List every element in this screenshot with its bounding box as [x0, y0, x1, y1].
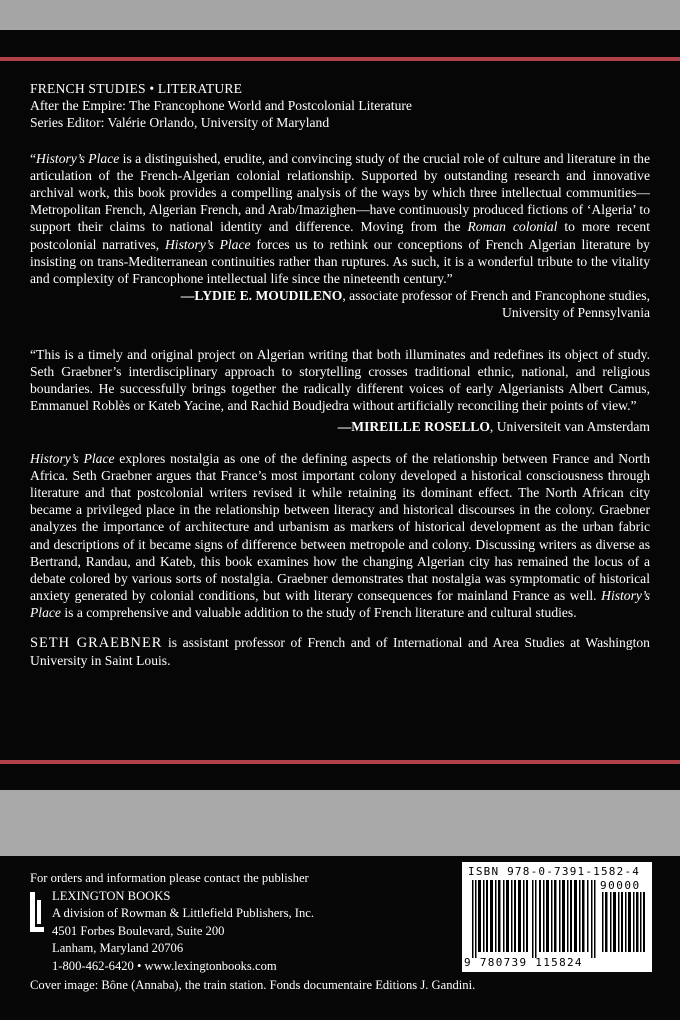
roman-colonial-italic: Roman colonial: [467, 219, 558, 235]
isbn-barcode: [462, 862, 652, 972]
blurb-text: forces us to rethink our conceptions of French Algerian literature by insisting on trans-Mediterranean continuities rather than ruptures. As such, it is a wonderful tribute to the vitality and complexity of Francophone intellectual life since the nineteenth century.”: [30, 236, 650, 287]
book-title-italic: History’s Place: [30, 588, 650, 621]
author-bio: [30, 634, 650, 669]
publisher-contact: [30, 870, 314, 975]
cover-image-credit: Cover image: Bône (Annaba), the train station. Fonds documentaire Editions J. Gandini.: [30, 978, 476, 992]
attribution-name: —LYDIE E. MOUDILENO: [180, 288, 343, 304]
barcode-bars-icon: [472, 880, 596, 958]
quote-mark: “: [30, 150, 37, 166]
series-info: [30, 80, 650, 132]
price-barcode-bars-icon: [602, 892, 646, 952]
series-category: FRENCH STUDIES • LITERATURE: [30, 81, 243, 96]
series-title: After the Empire: The Francophone World and Postcolonial Literature: [30, 98, 412, 114]
price-code: 90000: [600, 879, 641, 892]
isbn-number: ISBN 978-0-7391-1582-4: [468, 865, 641, 878]
back-cover-text: [30, 80, 650, 669]
author-name: SETH GRAEBNER: [30, 634, 163, 651]
orders-line: For orders and information please contact the publisher: [30, 871, 309, 885]
blurb-text: is a distinguished, erudite, and convincing study of the crucial role of culture and literature in the articulation of the French-Algerian colonial relationship. Supported by outstanding research and innovative archival work, this book provides a compelling analysis of the ways by which three intellectual communities—Metropolitan French, Algerian French, and Arab/Imazighen—have continuously produced fictions of ‘Algeria’ to support their claims to national identity and difference. Moving from the: [30, 150, 650, 235]
top-gray-strip: [0, 0, 680, 30]
book-title-italic: History’s Place: [36, 150, 120, 166]
publisher-name: LEXINGTON BOOKS: [52, 888, 171, 903]
blurb-moudileno: [30, 150, 650, 288]
publisher-contact-line: 1-800-462-6420 • www.lexingtonbooks.com: [52, 958, 277, 973]
attribution-rosello: [30, 418, 650, 435]
attribution-affiliation: University of Pennsylvania: [502, 305, 650, 321]
publisher-block: [30, 888, 314, 976]
series-editor: Series Editor: Valérie Orlando, University of Maryland: [30, 115, 330, 131]
middle-gray-strip: [0, 790, 680, 856]
attribution-affiliation: , Universiteit van Amsterdam: [489, 419, 650, 435]
publisher-division: A division of Rowman & Littlefield Publishers, Inc.: [52, 906, 314, 920]
attribution-role: , associate professor of French and Francophone studies,: [342, 288, 650, 304]
description-text: explores nostalgia as one of the defining aspects of the relationship between France and North Africa. Seth Graebner argues that France’s most important colony developed a historical consciousness through literature and that postcolonial writers revised it while retaining its dominant effect. The North African city became a privileged place in the relationship between literacy and historical discourses in the colony. Graebner analyzes the importance of architecture and urbanism as markers of historical development as the urban fabric and descriptions of it became signs of difference between metropole and colony. Discussing writers as diverse as Bertrand, Randau, and Kateb, this book examines how the changing Algerian city has remained the locus of a debate colored by various sorts of nostalgia. Graebner demonstrates that nostalgia was symptomatic of historical anxiety generated by colonial conditions, but with literary consequences for mainland France as well.: [30, 450, 650, 604]
bottom-red-rule: [0, 760, 680, 764]
blurb-rosello: “This is a timely and original project on Algerian writing that both illuminates and redefines its object of study. Seth Graebner’s interdisciplinary approach to storytelling crosses traditional ethnic, national, and religious boundaries. He successfully brings together the radically different voices of early Algerianists Albert Camus, Emmanuel Roblès or Kateb Yacine, and Rachid Boudjedra without artificially reconciling their points of view.”: [30, 346, 650, 414]
attribution-moudileno: [30, 287, 650, 304]
description-text: is a comprehensive and valuable addition to the study of French literature and cultural studies.: [60, 605, 577, 621]
publisher-logo-icon: [30, 892, 44, 932]
top-red-rule: [0, 57, 680, 61]
book-title-italic: History’s Place: [164, 236, 251, 252]
publisher-address-1: 4501 Forbes Boulevard, Suite 200: [52, 923, 225, 938]
book-title-italic: History’s Place: [30, 450, 115, 466]
author-bio-text: is assistant professor of French and of International and Area Studies at Washington University in Saint Louis.: [30, 634, 650, 668]
book-description: [30, 450, 650, 622]
ean-number: 9 780739 115824: [464, 956, 583, 969]
publisher-address-2: Lanham, Maryland 20706: [52, 941, 184, 955]
blurb-text: to more recent postcolonial narratives,: [30, 219, 650, 252]
attribution-name: —MIREILLE ROSELLO: [337, 419, 490, 435]
